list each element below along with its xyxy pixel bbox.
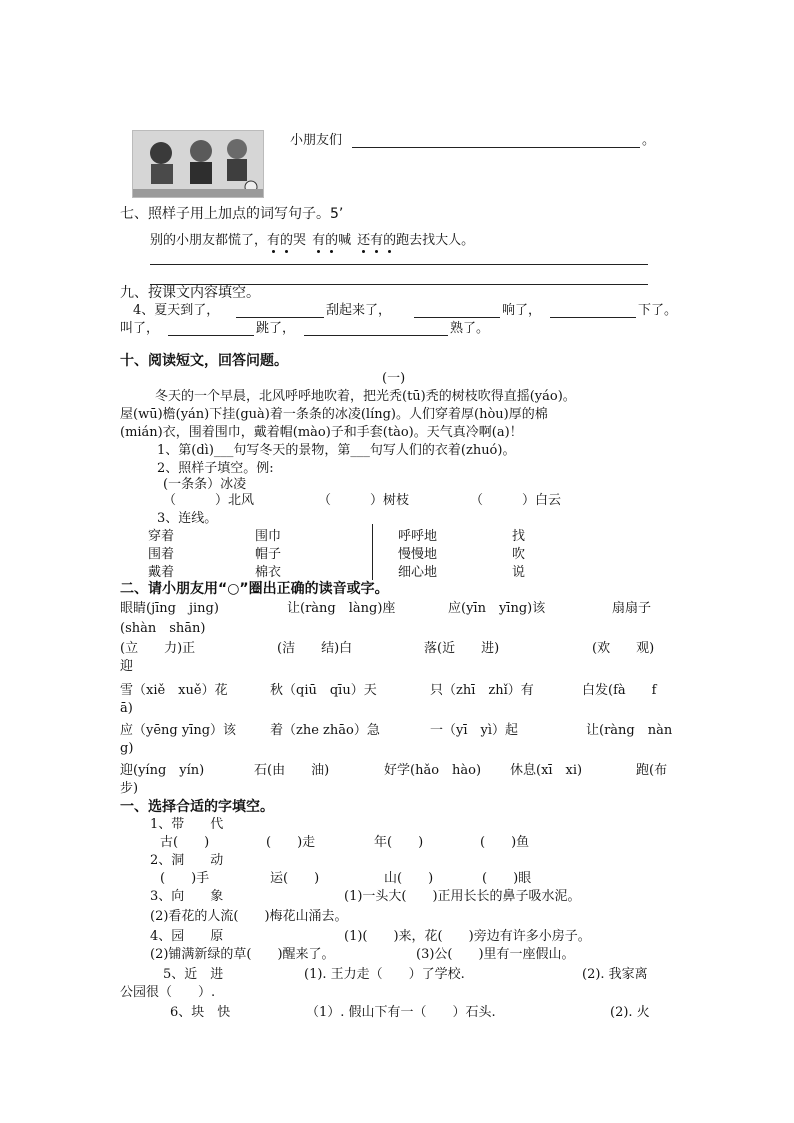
q1-g5c[interactable]: 公园很（ ）.	[120, 985, 216, 1000]
q10-q2-example: (一条条）冰凌	[163, 477, 247, 492]
q1-g3: 3、向 象	[150, 889, 224, 904]
q2-r4-2[interactable]: 一（yī yì）起	[430, 723, 519, 738]
c1-2[interactable]: 戴着	[148, 565, 175, 580]
q1-g1a-2[interactable]: 年( )	[374, 835, 424, 850]
q1-g5: 5、近 进	[163, 967, 224, 982]
q1-g3b[interactable]: (2)看花的人流( )梅花山涌去。	[150, 909, 348, 924]
q2-r3b: ā)	[120, 701, 133, 716]
top-label: 小朋友们	[290, 133, 343, 148]
q2-r1-2[interactable]: 应(yīn yīng)该	[448, 601, 546, 616]
q7-title: 七、照样子用上加点的词写句子。5’	[120, 206, 344, 222]
q1-g1: 1、带 代	[150, 817, 224, 832]
dotted-char: 有	[312, 233, 326, 248]
blank[interactable]	[236, 317, 324, 318]
q2-r5-0[interactable]: 迎(yíng yín)	[120, 763, 205, 778]
c2-2[interactable]: 棉衣	[255, 565, 282, 580]
q1-g1a-3[interactable]: ( )鱼	[480, 835, 530, 850]
q9-l2a: 叫了，	[120, 321, 160, 336]
q10-q3: 3、连线。	[157, 511, 218, 526]
q2-r5b: 步)	[120, 781, 139, 796]
c2-0[interactable]: 围巾	[255, 529, 282, 544]
q2-r1-3[interactable]: 扇扇子	[612, 601, 652, 616]
dotted-char: 还	[357, 233, 371, 248]
q1-g6a[interactable]: （1）. 假山下有一（ ）石头.	[306, 1005, 496, 1020]
blank[interactable]	[168, 335, 254, 336]
q1-g1a-0[interactable]: 古( )	[160, 835, 210, 850]
q2-r1-0[interactable]: 眼睛(jīng jing)	[120, 601, 219, 616]
q9-l2b: 跳了，	[256, 321, 296, 336]
q10-q2-a[interactable]: （ ）北风	[163, 493, 255, 508]
q9-l2c: 熟了。	[450, 321, 490, 336]
answer-line[interactable]	[352, 147, 640, 148]
c4-1[interactable]: 吹	[512, 547, 526, 562]
q2-r3-0[interactable]: 雪（xiě xuě）花	[120, 683, 228, 698]
q1-g6b: (2). 火	[610, 1005, 650, 1020]
q2-r4-0[interactable]: 应（yēng yīng）该	[120, 723, 237, 738]
q2-r2-1[interactable]: (洁 结)白	[277, 641, 353, 656]
c3-1[interactable]: 慢慢地	[398, 547, 438, 562]
blank[interactable]	[414, 317, 500, 318]
q10-q2-c[interactable]: （ ）白云	[470, 493, 562, 508]
c1-1[interactable]: 围着	[148, 547, 175, 562]
q1-title: 一、选择合适的字填空。	[120, 799, 274, 815]
q10-q1: 1、第(dì)___句写冬天的景物，第___句写人们的衣着(zhuó)。	[157, 443, 516, 458]
q1-g5b: (2). 我家离	[582, 967, 648, 982]
q2-title: 二、请小朋友用“○”圈出正确的读音或字。	[120, 581, 389, 597]
q1-g5a[interactable]: (1). 王力走（ ）了学校.	[304, 967, 465, 982]
q7-example-b: 跑去找大人。	[396, 233, 475, 248]
q1-g4: 4、园 原	[150, 929, 224, 944]
q9-l1c: 响了，	[502, 303, 542, 318]
c2-1[interactable]: 帽子	[255, 547, 282, 562]
top-end: 。	[642, 133, 656, 148]
q2-r4b: g)	[120, 741, 134, 756]
q2-r1-1[interactable]: 让(ràng làng)座	[287, 601, 396, 616]
q7-example-a: 别的小朋友都慌了，	[150, 233, 268, 248]
q9-l1d: 下了。	[638, 303, 678, 318]
q10-p2: 屋(wū)檐(yán)下挂(guà)着一条条的冰凌(líng)。人们穿着厚(hòu)厚的棉	[120, 407, 548, 422]
q1-g6: 6、块 快	[170, 1005, 231, 1020]
c3-0[interactable]: 呼呼地	[398, 529, 438, 544]
dotted-words	[267, 233, 396, 248]
dotted-char: 的	[280, 233, 294, 248]
q2-r4-3[interactable]: 让(ràng nàn	[586, 723, 673, 738]
q2-r1b[interactable]: (shàn shān)	[120, 621, 206, 636]
q2-r5-2[interactable]: 好学(hǎo hào)	[384, 763, 482, 778]
dotted-char: 的	[383, 233, 397, 248]
blank[interactable]	[304, 335, 448, 336]
q10-q2: 2、照样子填空。例:	[157, 461, 274, 476]
q9-title: 九、按课文内容填空。	[120, 285, 260, 301]
q2-r4-1[interactable]: 着（zhe zhāo）急	[270, 723, 380, 738]
children-picture	[132, 130, 264, 198]
c1-0[interactable]: 穿着	[148, 529, 175, 544]
q1-g4a[interactable]: (1)( )来，花( )旁边有许多小房子。	[344, 929, 591, 944]
q10-p1: 冬天的一个早晨，北风呼呼地吹着，把光秃(tū)秃的树枝吹得直摇(yáo)。	[155, 389, 576, 404]
q9-l1a: 4、夏天到了，	[133, 303, 220, 318]
q1-g2: 2、洞 动	[150, 853, 224, 868]
q9-l1b: 刮起来了，	[326, 303, 392, 318]
q2-r5-4[interactable]: 跑(布	[636, 763, 668, 778]
q1-g1a-1[interactable]: ( )走	[266, 835, 316, 850]
q10-title: 十、阅读短文，回答问题。	[120, 353, 288, 369]
q2-r3-1[interactable]: 秋（qiū qīu）天	[270, 683, 377, 698]
c4-0[interactable]: 找	[512, 529, 526, 544]
matching-divider	[372, 524, 373, 580]
q1-g3a[interactable]: (1)一头大( )正用长长的鼻子吸水泥。	[344, 889, 581, 904]
q10-q2-b[interactable]: （ ）树枝	[318, 493, 410, 508]
dotted-char: 有	[370, 233, 384, 248]
dotted-char: 喊	[338, 233, 352, 248]
q10-sub: (一)	[382, 371, 406, 386]
q1-g2a-1[interactable]: 运( )	[270, 871, 320, 886]
q2-r2-3[interactable]: (欢 观)	[592, 641, 655, 656]
dotted-char: 哭	[293, 233, 307, 248]
q7-example	[150, 232, 474, 250]
write-line-1[interactable]	[150, 264, 648, 265]
q2-r3-3[interactable]: 白发(fà f	[582, 683, 657, 698]
q1-g2a-3[interactable]: ( )眼	[482, 871, 532, 886]
blank[interactable]	[550, 317, 636, 318]
q1-g4b[interactable]: (2)铺满新绿的草( )醒来了。	[150, 947, 335, 962]
c4-2[interactable]: 说	[512, 565, 526, 580]
dotted-char: 有	[267, 233, 281, 248]
q2-r3-2[interactable]: 只（zhī zhǐ）有	[430, 683, 534, 698]
q1-g2a-2[interactable]: 山( )	[384, 871, 434, 886]
q1-g4c[interactable]: (3)公( )里有一座假山。	[416, 947, 575, 962]
q10-p3: (mián)衣，围着围巾，戴着帽(mào)子和手套(tào)。天气真冷啊(a)！	[120, 425, 523, 440]
dotted-char: 的	[325, 233, 339, 248]
q2-r5-1[interactable]: 石(由 油)	[254, 763, 330, 778]
q2-r2b: 迎	[120, 659, 134, 674]
q1-g2a-0[interactable]: ( )手	[160, 871, 210, 886]
c3-2[interactable]: 细心地	[398, 565, 438, 580]
q2-r5-3[interactable]: 休息(xī xi)	[510, 763, 583, 778]
q2-r2-0[interactable]: (立 力)正	[120, 641, 196, 656]
q2-r2-2[interactable]: 落(近 进)	[424, 641, 500, 656]
